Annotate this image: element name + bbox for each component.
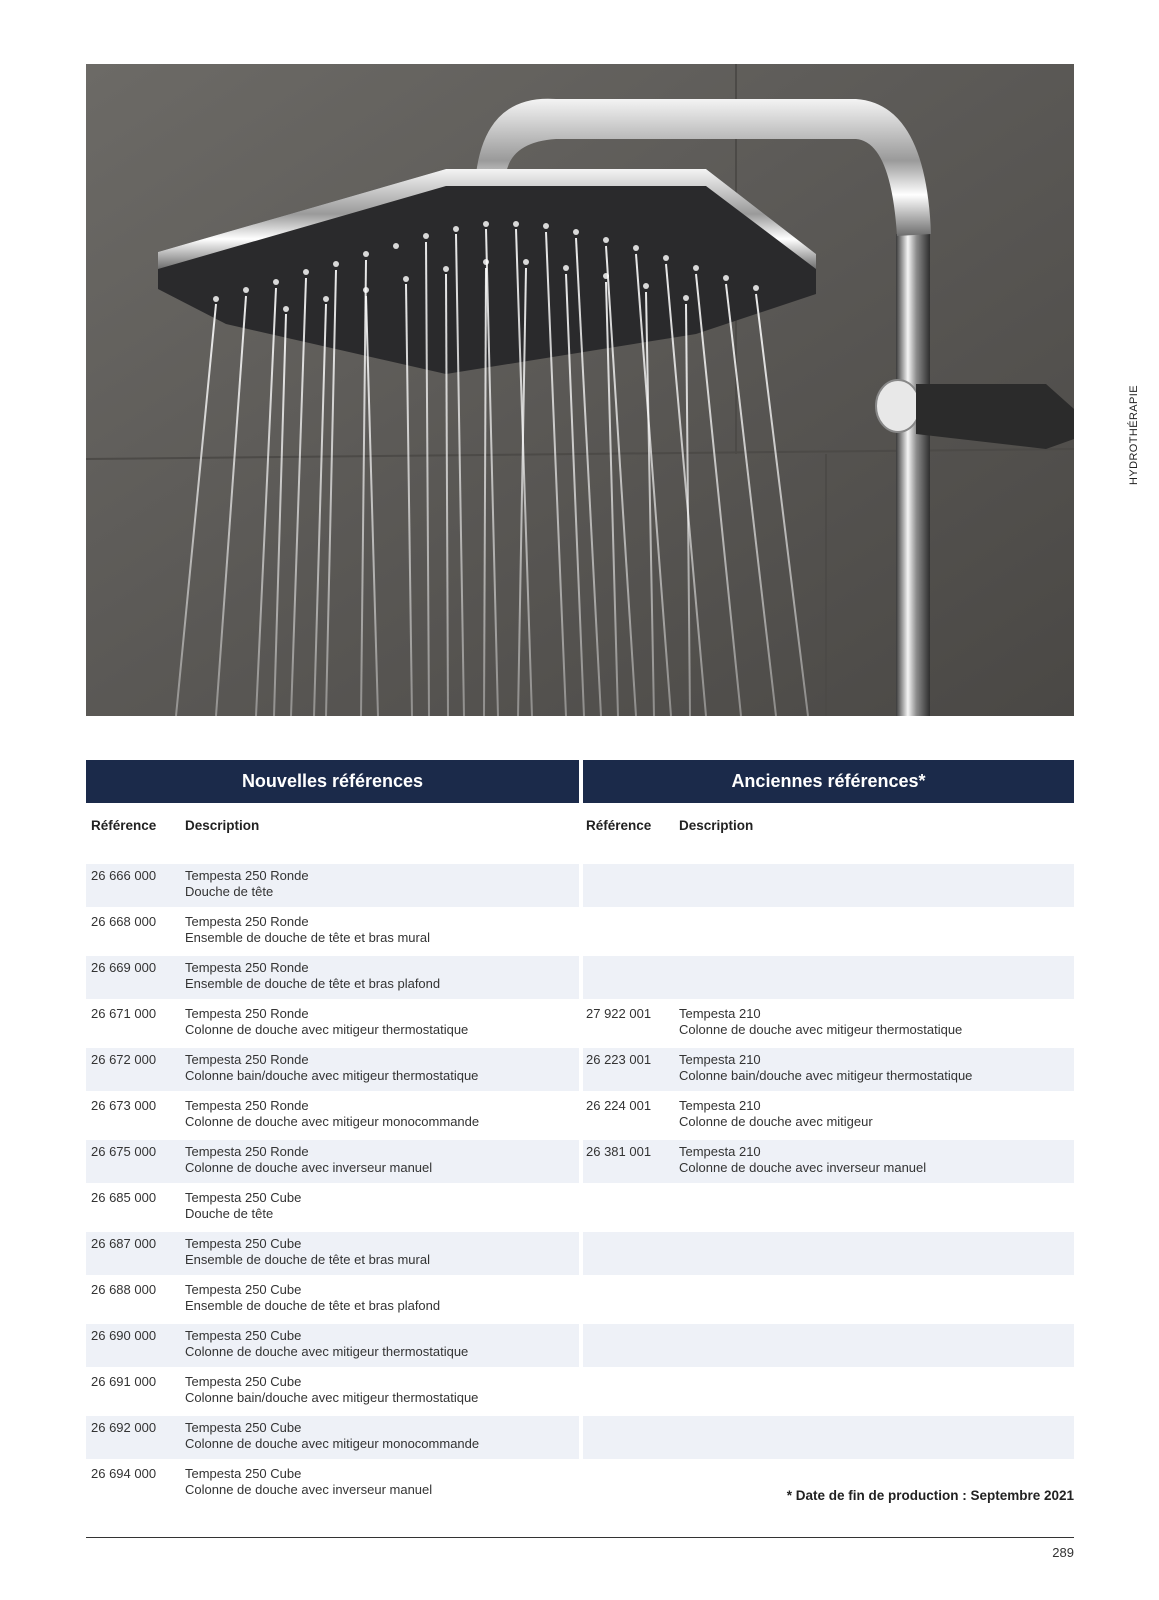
old-description: Tempesta 210 Colonne de douche avec inverseur manuel <box>679 1144 927 1175</box>
table-row <box>0 1324 1159 1367</box>
product-photo <box>86 64 1074 716</box>
reference-code: 26 688 000 <box>91 1282 157 1297</box>
reference-code: 26 673 000 <box>91 1098 157 1113</box>
reference-code: 26 690 000 <box>91 1328 157 1343</box>
shower-head-illustration <box>86 64 1074 716</box>
old-description: Tempesta 210 Colonne bain/douche avec mitigeur thermostatique <box>679 1052 973 1083</box>
old-reference-code: 26 224 001 <box>586 1098 652 1113</box>
description: Tempesta 250 Ronde Colonne bain/douche avec mitigeur thermostatique <box>185 1052 479 1083</box>
description: Tempesta 250 Cube Colonne bain/douche avec mitigeur thermostatique <box>185 1374 479 1405</box>
table-row <box>0 910 1159 953</box>
table-row <box>0 1048 1159 1091</box>
description: Tempesta 250 Cube Colonne de douche avec mitigeur monocommande <box>185 1420 480 1451</box>
old-reference-code: 27 922 001 <box>586 1006 652 1021</box>
description: Tempesta 250 Cube Colonne de douche avec inverseur manuel <box>185 1466 433 1497</box>
section-side-label <box>1124 380 1144 490</box>
reference-code: 26 687 000 <box>91 1236 157 1251</box>
column-header-reference-old: Référence <box>586 818 652 833</box>
table-row <box>0 1278 1159 1321</box>
reference-code: 26 666 000 <box>91 868 157 883</box>
section-label-text: HYDROTHÉRAPIE <box>1128 385 1140 485</box>
reference-code: 26 669 000 <box>91 960 157 975</box>
table-row <box>0 1232 1159 1275</box>
description: Tempesta 250 Cube Colonne de douche avec mitigeur thermostatique <box>185 1328 469 1359</box>
old-reference-code: 26 381 001 <box>586 1144 652 1159</box>
description: Tempesta 250 Ronde Colonne de douche avec mitigeur monocommande <box>185 1098 480 1129</box>
table-row <box>0 864 1159 907</box>
table-row <box>0 1140 1159 1183</box>
reference-code: 26 668 000 <box>91 914 157 929</box>
old-reference-code: 26 223 001 <box>586 1052 652 1067</box>
description: Tempesta 250 Ronde Ensemble de douche de tête et bras plafond <box>185 960 441 991</box>
column-header-description-new: Description <box>185 818 260 833</box>
table-row <box>0 1416 1159 1459</box>
table-row <box>0 1186 1159 1229</box>
old-references-header: Anciennes références* <box>583 760 1074 803</box>
description: Tempesta 250 Ronde Ensemble de douche de tête et bras mural <box>185 914 430 945</box>
footnote: * Date de fin de production : Septembre 2021 <box>786 1488 1074 1503</box>
footer-rule <box>86 1537 1074 1538</box>
column-header-reference-new: Référence <box>91 818 157 833</box>
table-row <box>0 1094 1159 1137</box>
description: Tempesta 250 Cube Douche de tête <box>185 1190 302 1221</box>
description: Tempesta 250 Ronde Douche de tête <box>185 868 309 899</box>
reference-code: 26 675 000 <box>91 1144 157 1159</box>
column-header-description-old: Description <box>679 818 754 833</box>
description: Tempesta 250 Cube Ensemble de douche de tête et bras plafond <box>185 1282 441 1313</box>
table-row <box>0 1002 1159 1045</box>
old-description: Tempesta 210 Colonne de douche avec mitigeur thermostatique <box>679 1006 963 1037</box>
description: Tempesta 250 Cube Ensemble de douche de tête et bras mural <box>185 1236 430 1267</box>
reference-code: 26 685 000 <box>91 1190 157 1205</box>
reference-code: 26 672 000 <box>91 1052 157 1067</box>
page-number: 289 <box>1052 1545 1074 1560</box>
old-description: Tempesta 210 Colonne de douche avec mitigeur <box>679 1098 873 1129</box>
table-row <box>0 1370 1159 1413</box>
reference-code: 26 691 000 <box>91 1374 157 1389</box>
reference-code: 26 671 000 <box>91 1006 157 1021</box>
new-references-header: Nouvelles références <box>86 760 579 803</box>
description: Tempesta 250 Ronde Colonne de douche avec inverseur manuel <box>185 1144 433 1175</box>
reference-code: 26 694 000 <box>91 1466 157 1481</box>
reference-code: 26 692 000 <box>91 1420 157 1435</box>
description: Tempesta 250 Ronde Colonne de douche avec mitigeur thermostatique <box>185 1006 469 1037</box>
table-row <box>0 956 1159 999</box>
